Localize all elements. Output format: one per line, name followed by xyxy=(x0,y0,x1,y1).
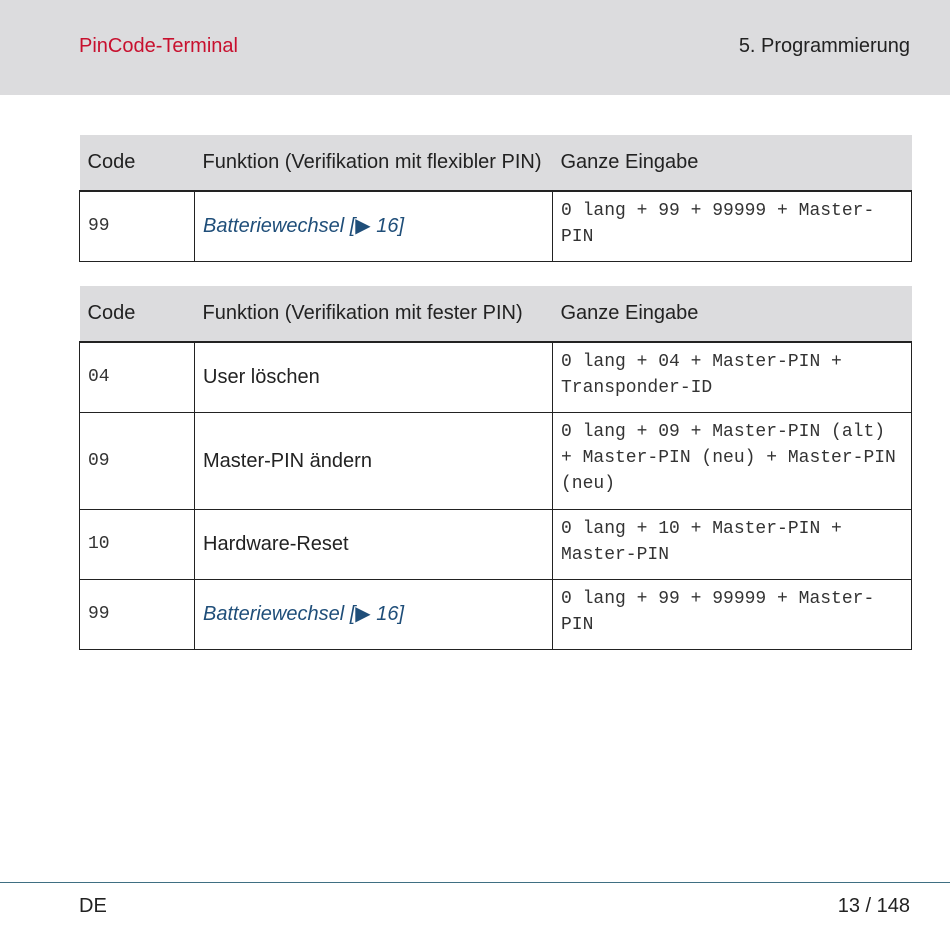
footer-divider xyxy=(0,882,950,883)
footer-language: DE xyxy=(79,895,107,917)
battery-change-link[interactable]: Batteriewechsel [▶ 16] xyxy=(203,603,405,625)
input-cell: 0 lang + 04 + Master-PIN + Transponder-ID xyxy=(553,342,912,412)
table-row xyxy=(80,191,912,261)
brand-title: PinCode-Terminal xyxy=(79,35,238,57)
code-cell: 04 xyxy=(80,342,195,412)
function-cell: User löschen xyxy=(195,342,553,412)
code-cell: 99 xyxy=(80,191,195,261)
table-row xyxy=(80,342,912,412)
function-cell: Hardware-Reset xyxy=(195,509,553,579)
code-cell: 10 xyxy=(80,509,195,579)
column-header-code: Code xyxy=(80,286,195,342)
footer-page-number: 13 / 148 xyxy=(837,895,910,917)
table-header-row xyxy=(80,135,912,191)
column-header-function: Funktion (Verifikation mit fester PIN) xyxy=(195,286,553,342)
chapter-title: 5. Programmierung xyxy=(738,35,910,57)
table-row xyxy=(80,579,912,649)
table-row xyxy=(80,509,912,579)
page-header xyxy=(0,0,950,95)
column-header-function: Funktion (Verifikation mit flexibler PIN) xyxy=(195,135,553,191)
column-header-input: Ganze Eingabe xyxy=(553,135,912,191)
column-header-input: Ganze Eingabe xyxy=(553,286,912,342)
input-cell: 0 lang + 99 + 99999 + Master-PIN xyxy=(553,191,912,261)
function-cell xyxy=(195,191,553,261)
fixed-pin-table xyxy=(79,286,912,650)
function-cell: Master-PIN ändern xyxy=(195,412,553,509)
input-cell: 0 lang + 10 + Master-PIN + Master-PIN xyxy=(553,509,912,579)
battery-change-link[interactable]: Batteriewechsel [▶ 16] xyxy=(203,215,405,238)
code-cell: 99 xyxy=(80,579,195,649)
table-row xyxy=(80,412,912,509)
input-cell: 0 lang + 99 + 99999 + Master-PIN xyxy=(553,579,912,649)
function-cell xyxy=(195,579,553,649)
column-header-code: Code xyxy=(80,135,195,191)
input-cell: 0 lang + 09 + Master-PIN (alt) + Master-PIN (neu) + Master-PIN (neu) xyxy=(553,412,912,509)
table-header-row xyxy=(80,286,912,342)
code-cell: 09 xyxy=(80,412,195,509)
flexible-pin-table xyxy=(79,135,912,262)
